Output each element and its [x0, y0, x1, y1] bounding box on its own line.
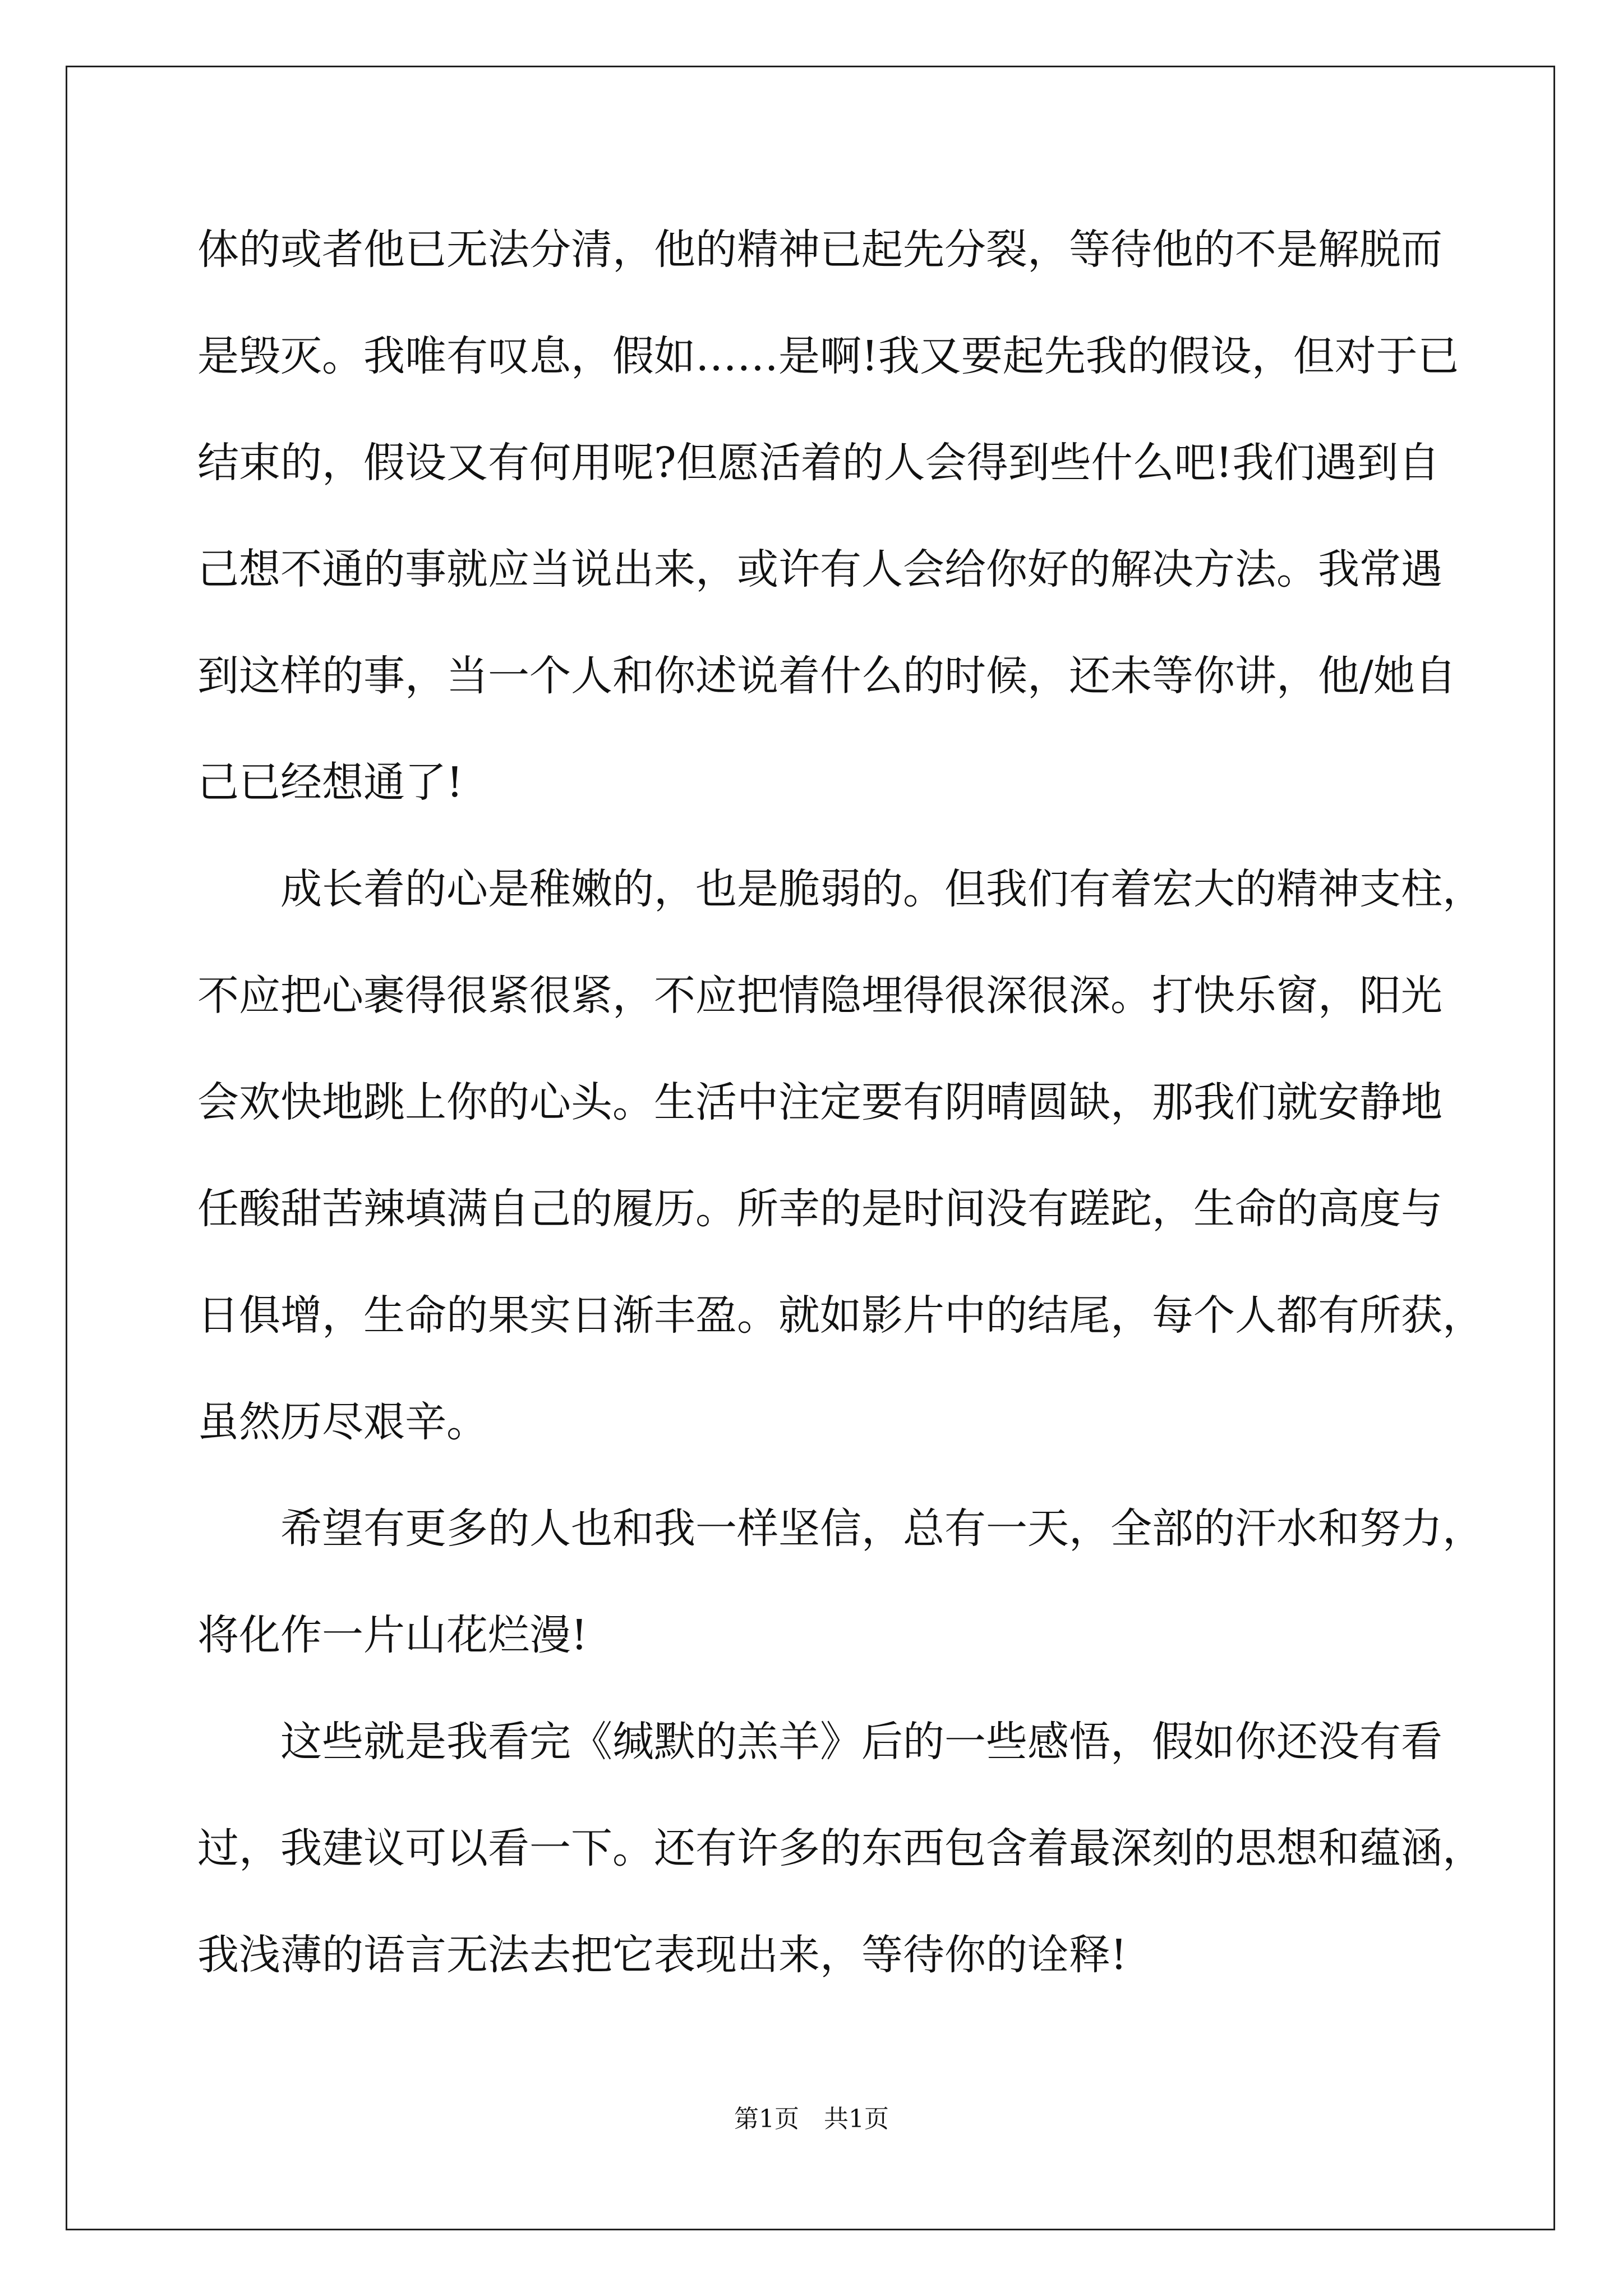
body-text-line: 结束的，假设又有何用呢?但愿活着的人会得到些什么吧!我们遇到自	[197, 439, 1440, 487]
body-text-line: 己已经想通了!	[197, 758, 463, 807]
body-text-line: 过，我建议可以看一下。还有许多的东西包含着最深刻的思想和蕴涵，	[197, 1824, 1484, 1872]
body-text-line: 这些就是我看完《缄默的羔羊》后的一些感悟，假如你还没有看	[197, 1718, 1442, 1766]
body-text-line: 不应把心裹得很紧很紧，不应把情隐埋得很深很深。打快乐窗，阳光	[197, 972, 1442, 1020]
body-text-line: 希望有更多的人也和我一样坚信，总有一天，全部的汗水和努力，	[197, 1504, 1484, 1553]
body-text-line: 成长着的心是稚嫩的，也是脆弱的。但我们有着宏大的精神支柱，	[197, 865, 1484, 913]
body-text-line: 将化作一片山花烂漫!	[197, 1611, 588, 1659]
page-frame	[66, 66, 1555, 2230]
body-text-line: 任酸甜苦辣填满自己的履历。所幸的是时间没有蹉跎，生命的高度与	[197, 1185, 1442, 1233]
body-text-line: 会欢快地跳上你的心头。生活中注定要有阴晴圆缺，那我们就安静地	[197, 1078, 1442, 1126]
body-text-line: 是毁灭。我唯有叹息，假如……是啊!我又要起先我的假设，但对于已	[197, 332, 1459, 380]
page-number-footer: 第1页 共1页	[734, 2105, 889, 2133]
body-text-line: 体的或者他已无法分清，他的精神已起先分裂，等待他的不是解脱而	[197, 226, 1442, 274]
body-text-line: 己想不通的事就应当说出来，或许有人会给你好的解决方法。我常遇	[197, 545, 1442, 593]
body-text-line: 到这样的事，当一个人和你述说着什么的时候，还未等你讲，他/她自	[197, 652, 1456, 700]
body-text-line: 我浅薄的语言无法去把它表现出来，等待你的诠释!	[197, 1931, 1127, 1979]
body-text-line: 虽然历尽艰辛。	[197, 1398, 488, 1446]
body-text-line: 日俱增，生命的果实日渐丰盈。就如影片中的结尾，每个人都有所获，	[197, 1291, 1484, 1340]
